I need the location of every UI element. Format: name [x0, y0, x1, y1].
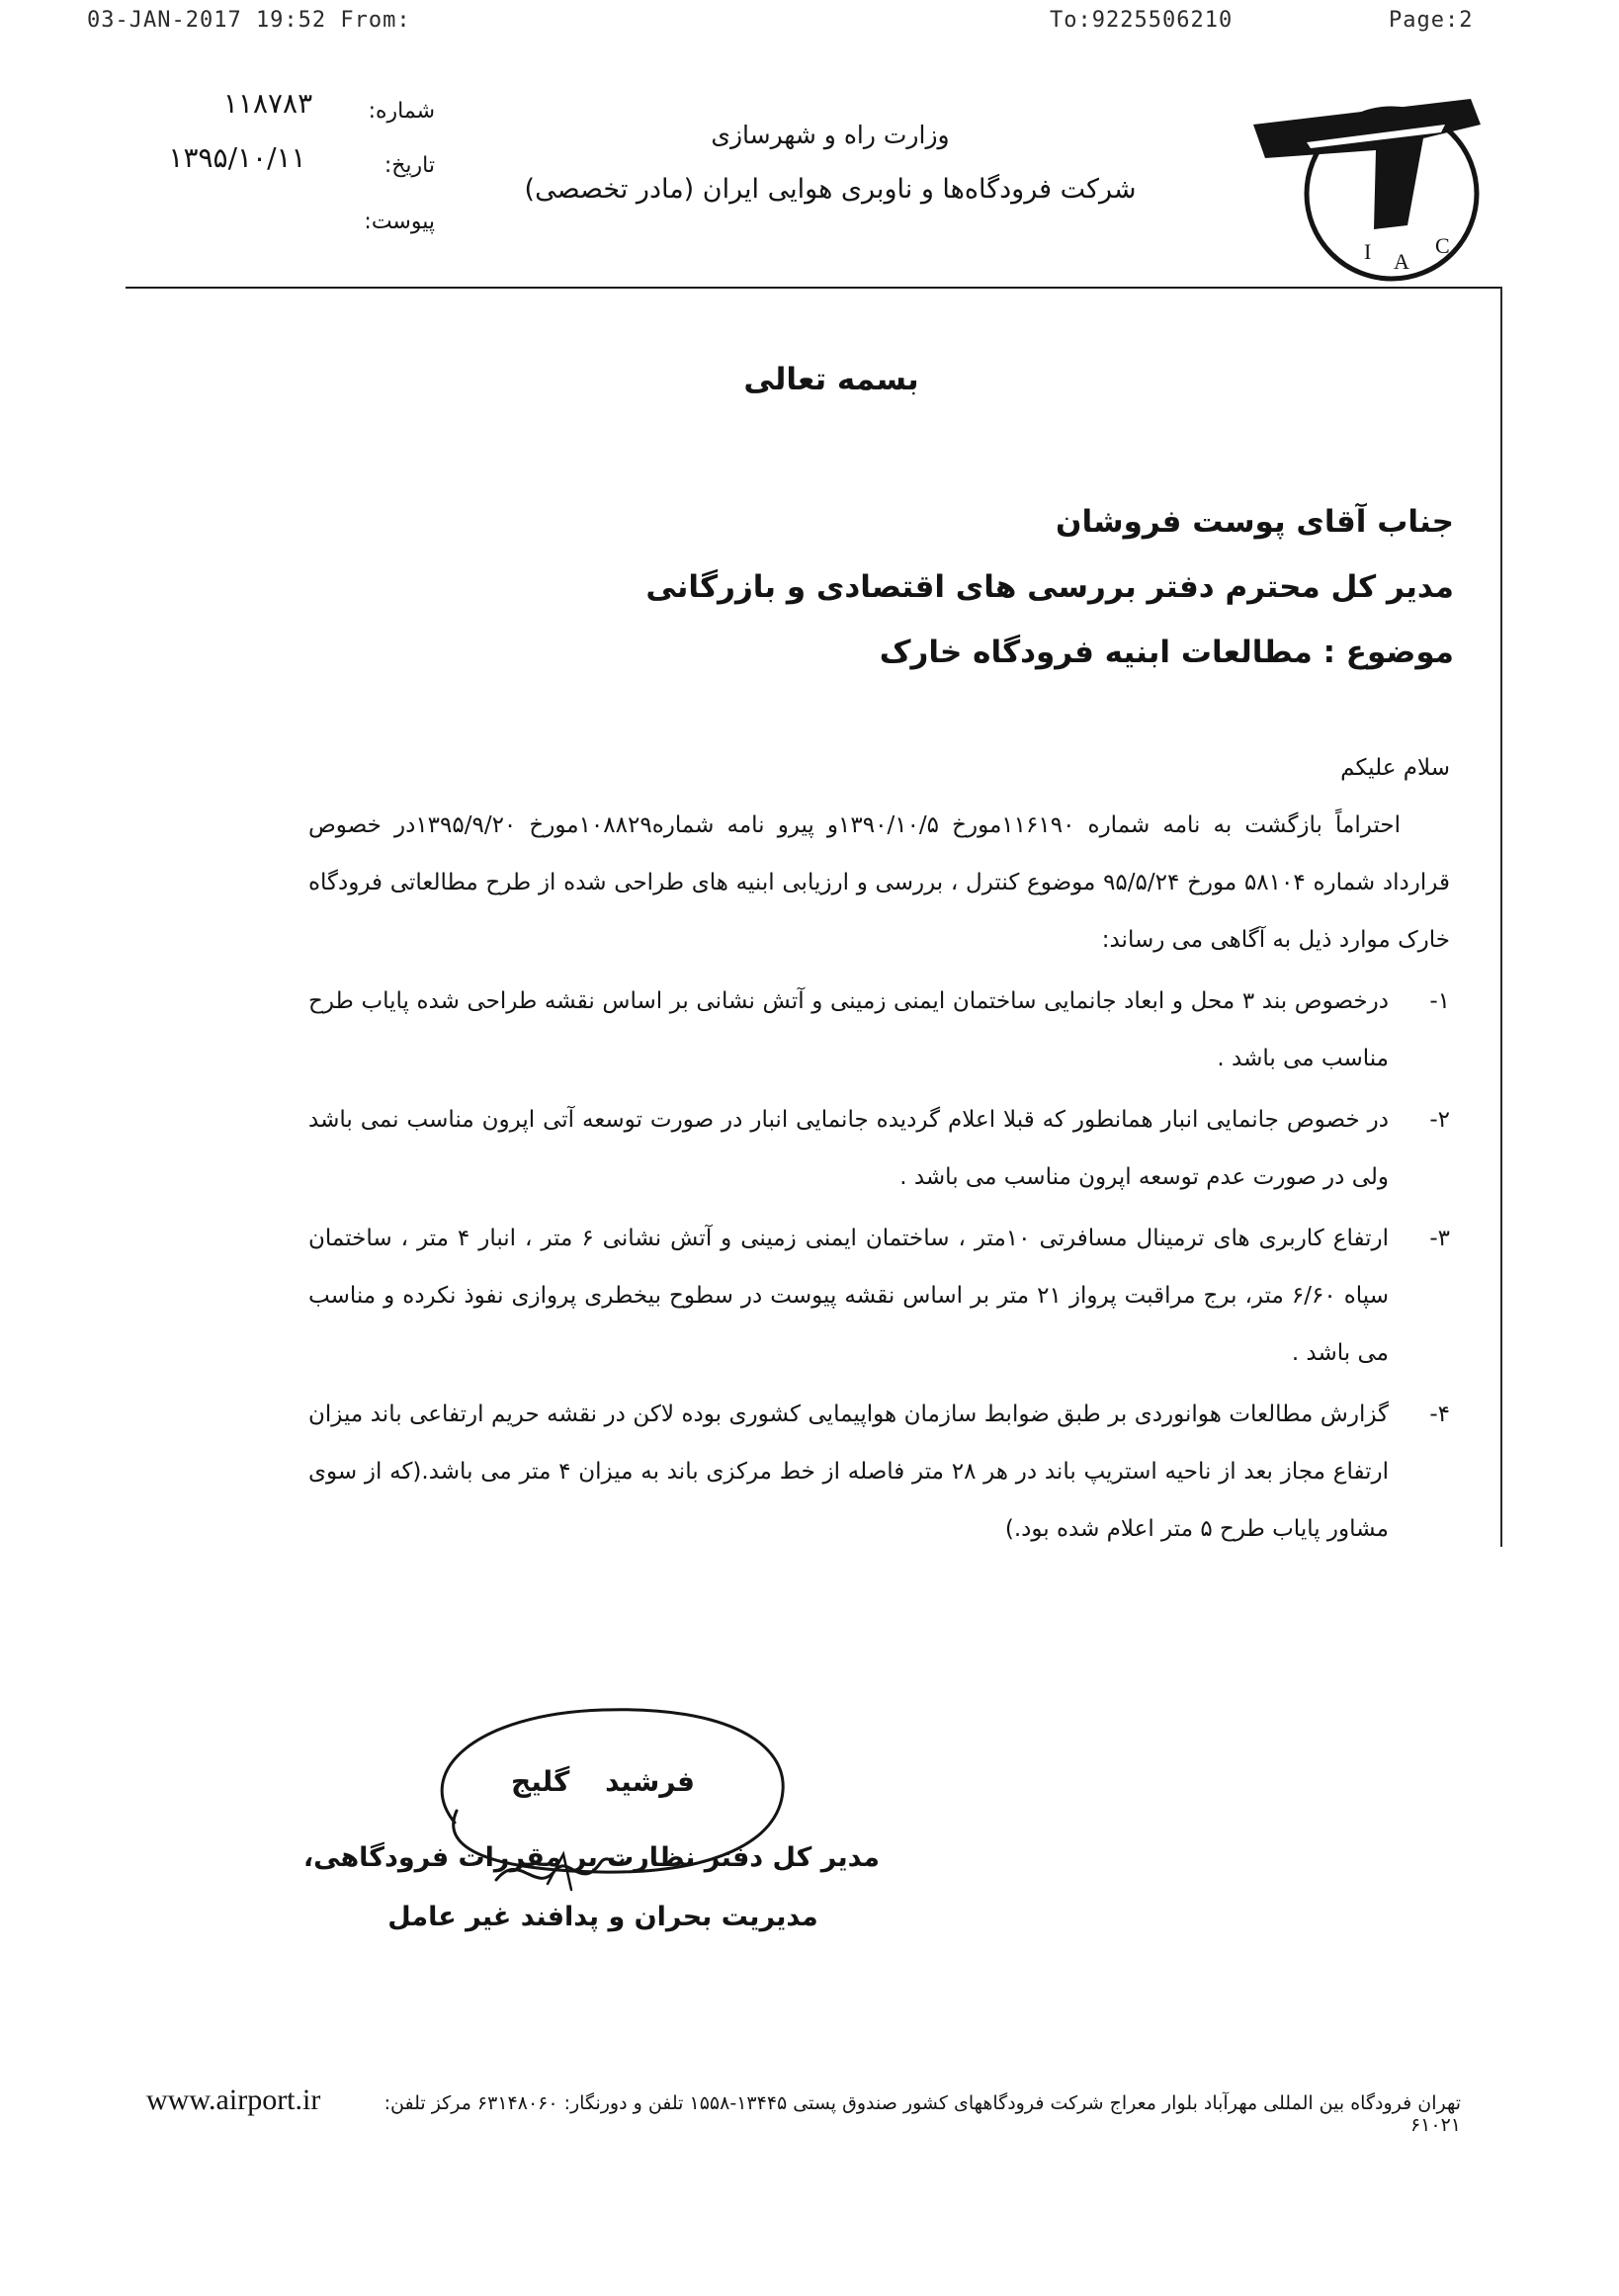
logo-emblem-shape: [1253, 99, 1481, 229]
margin-line: [1500, 287, 1502, 1547]
recipient-title: مدیر کل محترم دفتر بررسی های اقتصادی و بازرگانی: [645, 569, 1454, 605]
list-item-number: ۲-: [1429, 1107, 1450, 1133]
logo-letter-c: C: [1435, 233, 1450, 258]
fax-page-number: Page:2: [1389, 8, 1474, 33]
intro-paragraph: احتراماً بازگشت به نامه شماره ۱۱۶۱۹۰مورخ ۱۳۹۰/۱۰/۵و پیرو نامه شماره۱۰۸۸۲۹مورخ ۱۳۹۵/۹/۲۰در خصوص قرارداد شماره ۵۸۱۰۴ مورخ ۹۵/۵/۲۴ موضوع کنترل ، بررسی و ارزیابی ابنیه های طراحی شده از طرح مطالعاتی فرودگاه خارک موارد ذیل به آگاهی می رساند:: [308, 812, 1450, 953]
list-item: [308, 1386, 1450, 1558]
fax-recipient-number: To:9225506210: [1050, 8, 1234, 33]
company-name: شرکت فرودگاه‌ها و ناوبری هوایی ایران (مادر تخصصی): [524, 174, 1137, 205]
recipient-block: [466, 489, 1454, 685]
number-label: شماره:: [368, 99, 435, 124]
date-label: تاریخ:: [383, 153, 435, 178]
letter-number: ۱۱۸۷۸۳: [222, 87, 313, 120]
signature-scribble: [490, 1840, 629, 1910]
signatory-title: مدیر کل دفتر نظارت بر مقررات فرودگاهی،: [302, 1842, 880, 1873]
iac-logo-icon: [1247, 85, 1500, 287]
list-item-number: ۱-: [1429, 988, 1450, 1014]
list-item-text: در خصوص جانمایی انبار همانطور که قبلا اعلام گردیده جانمایی انبار در صورت توسعه آتی اپرون مناسب نمی باشد ولی در صورت عدم توسعه اپرون مناسب می باشد .: [308, 1107, 1389, 1190]
footer-address: تهران فرودگاه بین المللی مهرآباد بلوار معراج شرکت فرودگاههای کشور صندوق پستی ۱۳۴۴۵-۱۵۵۸ تلفن و دورنگار: ۶۳۱۴۸۰۶۰ مرکز تلفن: ۶۱۰۲۱: [383, 2092, 1461, 2136]
list-item-text: درخصوص بند ۳ محل و ابعاد جانمایی ساختمان ایمنی زمینی و آتش نشانی بر اساس نقشه طراحی شده پایاب طرح مناسب می باشد .: [308, 988, 1389, 1071]
greeting: سلام علیکم: [1340, 755, 1450, 781]
footer-website: www.airport.ir: [146, 2083, 321, 2116]
list-item-text: ارتفاع کاربری های ترمینال مسافرتی ۱۰متر ، ساختمان ایمنی زمینی و آتش نشانی ۶ متر ، انبار ۴ متر ، ساختمان سپاه ۶/۶۰ متر، برج مراقبت پرواز ۲۱ متر بر اساس نقشه پیوست در سطوح بیخطری پروازی نفوذ نکرده و مناسب می باشد .: [308, 1226, 1390, 1366]
recipient-name: جناب آقای پوست فروشان: [1056, 504, 1454, 540]
fax-sent-stamp: 03-JAN-2017 19:52 From:: [87, 8, 411, 33]
list-item-number: ۴-: [1429, 1402, 1450, 1427]
ministry-name: وزارت راه و شهرسازی: [711, 121, 950, 149]
list-item: [308, 1091, 1450, 1206]
letter-footer: [146, 2083, 1461, 2136]
signatory-department: مدیریت بحران و پدافند غیر عامل: [387, 1902, 818, 1932]
logo-letter-a: A: [1394, 249, 1409, 274]
list-item: [308, 1210, 1450, 1382]
signatory-name: فرشید گلیج: [511, 1765, 695, 1798]
header-divider: [126, 287, 1502, 289]
basmala-heading: بسمه تعالی: [743, 362, 919, 397]
letter-date: ۱۳۹۵/۱۰/۱۱: [168, 141, 306, 174]
letter-body: [308, 739, 1450, 1558]
list-item: [308, 973, 1450, 1087]
list-item-text: گزارش مطالعات هوانوردی بر طبق ضوابط سازمان هواپیمایی کشوری بوده لاکن در نقشه حریم ارتفاعی باند میزان ارتفاع مجاز بعد از ناحیه استریپ باند در هر ۲۸ متر فاصله از خط مرکزی باند به میزان ۴ متر می باشد.(که از سوی مشاور پایاب طرح ۵ متر اعلام شده بود.): [308, 1402, 1390, 1542]
list-item-number: ۳-: [1429, 1226, 1450, 1251]
letter-subject: موضوع : مطالعات ابنیه فرودگاه خارک: [879, 635, 1454, 670]
logo-letter-i: I: [1364, 239, 1372, 264]
attachment-label: پیوست:: [364, 210, 435, 234]
